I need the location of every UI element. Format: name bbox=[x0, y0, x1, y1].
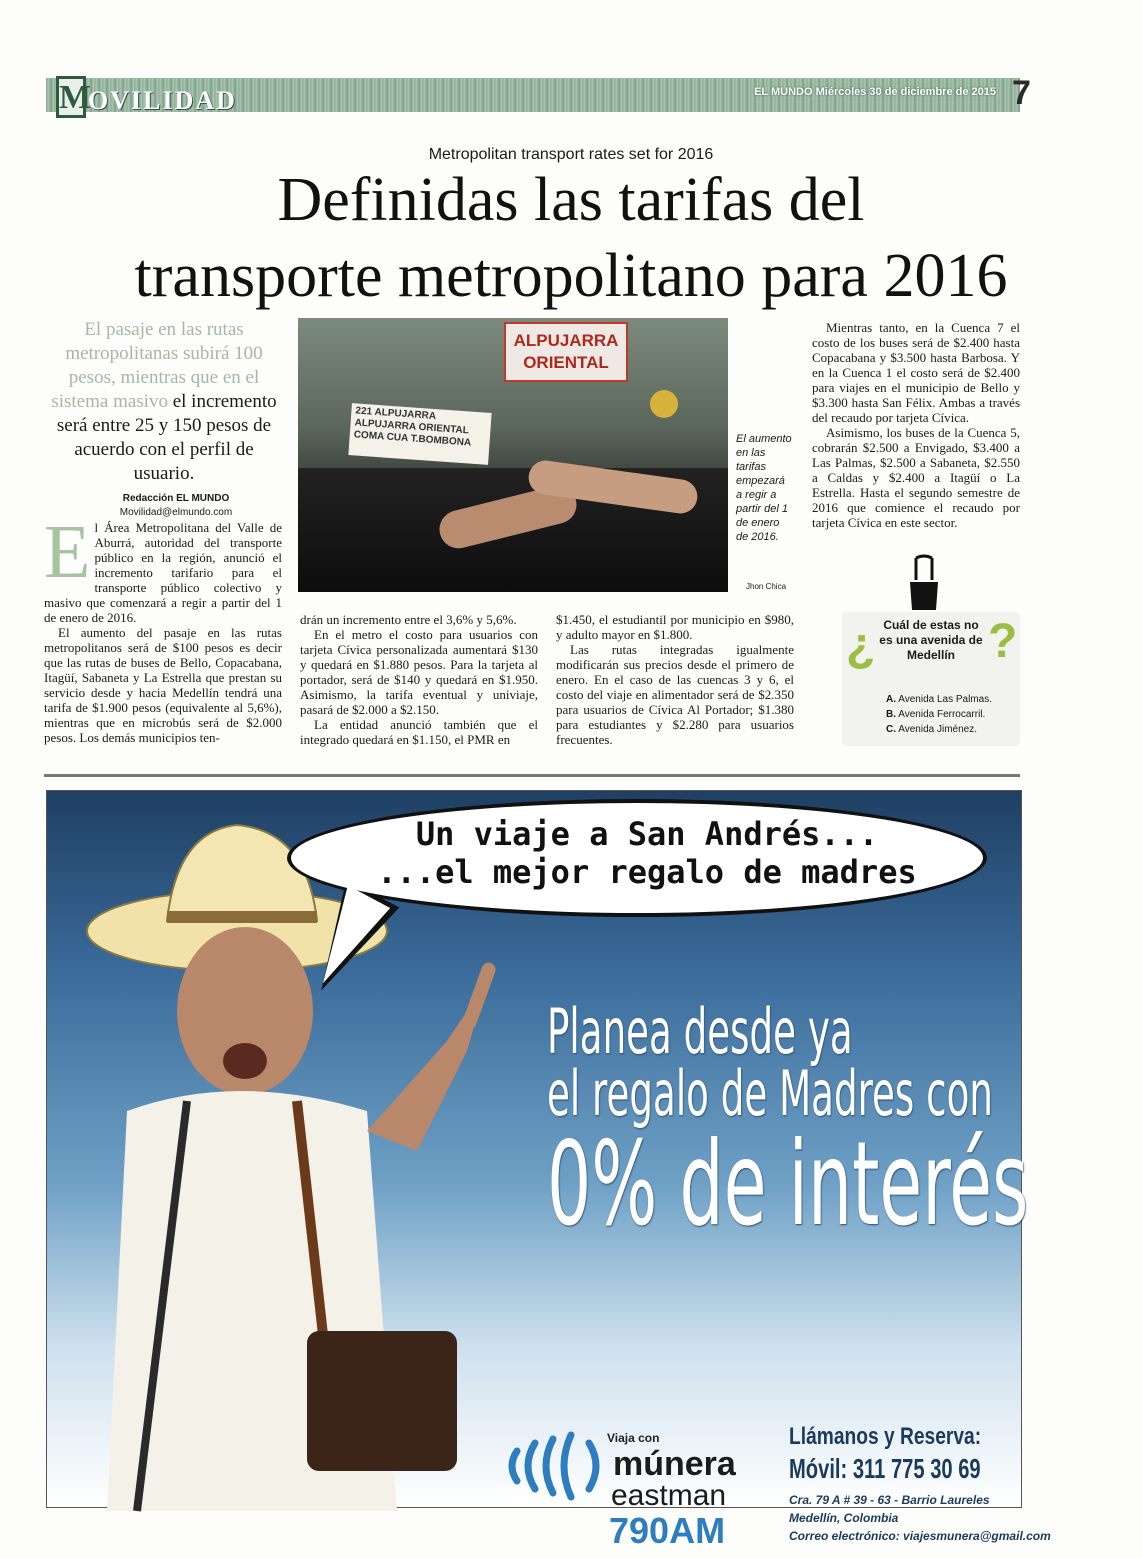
section-initial: M bbox=[56, 76, 86, 118]
lede-rest: el incremento será entre 25 y 150 pesos de acuerdo con el perfil de usuario. bbox=[56, 391, 277, 484]
quiz-open-mark: ¿ bbox=[846, 619, 876, 672]
drop-cap: E bbox=[44, 510, 91, 594]
bubble-line-1: Un viaje a San Andrés... bbox=[415, 815, 879, 853]
man-in-hat-illustration bbox=[67, 811, 487, 1511]
folio: EL MUNDO Miércoles 30 de diciembre de 2015 bbox=[754, 86, 996, 98]
speech-bubble-text bbox=[337, 815, 957, 891]
headline-line-2: transporte metropolitano para 2016 bbox=[134, 242, 1008, 310]
paragraph: La entidad anunció también que el integrado quedará en $1.150, el PMR en bbox=[300, 717, 538, 747]
tagline-line-3: 0% de interés bbox=[547, 1117, 1029, 1252]
paragraph: El Área Metropolitana del Valle de Aburrá, autoridad del transporte público en la región, anunció el incremento tarifario para el transporte público colectivo y masivo que comenzará a regir a partir del 1 de enero de 2016. bbox=[44, 510, 282, 625]
quiz-box bbox=[842, 612, 1020, 746]
brand-name-2: eastman bbox=[611, 1479, 727, 1512]
photo-sign: ALPUJARRA ORIENTAL bbox=[504, 322, 628, 382]
ad-tagline bbox=[547, 995, 1029, 1252]
phone-number[interactable]: Móvil: 311 775 30 69 bbox=[789, 1453, 981, 1484]
paragraph: drán un incremento entre el 3,6% y 5,6%. bbox=[300, 612, 517, 627]
byline-email[interactable]: Movilidad@elmundo.com bbox=[119, 507, 233, 518]
tagline-line-2: el regalo de Madres con bbox=[547, 1057, 993, 1130]
photo-sticker bbox=[650, 390, 678, 418]
page-number: 7 bbox=[1012, 74, 1031, 112]
quiz-options bbox=[886, 692, 992, 737]
photo-credit: Jhon Chica bbox=[746, 582, 787, 591]
tagline-line-1: Planea desde ya bbox=[547, 995, 853, 1068]
paragraph: Asimismo, los buses de la Cuenca 5, cobrarán $2.500 a Envigado, $3.400 a Las Palmas, $2.500 a Sabaneta, $2.550 a Caldas y $2.400 a Itagüí o La Estrella. Hasta el segundo semestre de 2016 que comience el recaudo por tarjeta Cívica en este sector. bbox=[812, 425, 1020, 530]
city: Medellín, Colombia bbox=[789, 1511, 899, 1525]
headline-line-1: Definidas las tarifas del bbox=[277, 166, 865, 234]
lede bbox=[44, 318, 284, 486]
quiz-option: B. Avenida Ferrocarril. bbox=[886, 709, 986, 720]
quiz-close-mark: ? bbox=[988, 615, 1018, 668]
column-4 bbox=[812, 320, 1020, 530]
binder-clip-icon bbox=[906, 556, 942, 612]
photo-caption: El aumento en las tarifas empezará a regir a partir del 1 de enero de 2016. bbox=[736, 433, 792, 543]
radio-waves-logo-icon bbox=[503, 1431, 613, 1501]
paragraph: $1.450, el estudiantil por municipio en $980, y adulto mayor en $1.800. bbox=[556, 612, 794, 642]
section-title bbox=[56, 74, 237, 118]
paragraph: Mientras tanto, en la Cuenca 7 el costo de los buses será de $2.400 hasta Copacabana y $3.500 hasta Barbosa. Y en la Cuenca 1 el costo será de $2.400 para viajes en el municipio de Bello y $3.300 hasta San Félix. Ambas a través del recaudo por tarjeta Cívica. bbox=[812, 320, 1020, 425]
address: Cra. 79 A # 39 - 63 - Barrio Laureles bbox=[789, 1493, 990, 1507]
news-photo bbox=[298, 318, 728, 592]
quiz-question: Cuál de estas no es una avenida de Medellín bbox=[879, 618, 983, 662]
bubble-line-2: ...el mejor regalo de madres bbox=[377, 853, 917, 891]
column-2 bbox=[300, 612, 538, 747]
lede-faint: El pasaje en las rutas metropolitanas subirá 100 pesos, mientras que en el sistema masivo bbox=[51, 319, 263, 412]
section-name: OVILIDAD bbox=[88, 86, 237, 115]
email[interactable]: Correo electrónico: viajesmunera@gmail.com bbox=[789, 1529, 1051, 1543]
headline bbox=[20, 162, 1122, 314]
photo-placard: 221 ALPUJARRA ALPUJARRA ORIENTAL COMA CUA T.BOMBONA bbox=[348, 403, 491, 465]
byline bbox=[96, 492, 256, 520]
kicker: Metropolitan transport rates set for 2016 bbox=[428, 146, 714, 163]
viaja-label: Viaja con bbox=[607, 1431, 660, 1445]
byline-name: Redacción EL MUNDO bbox=[122, 493, 230, 504]
advertisement bbox=[46, 790, 1051, 1551]
quiz-option: A. Avenida Las Palmas. bbox=[886, 694, 992, 705]
radio-frequency: 790AM bbox=[609, 1510, 726, 1551]
separator-rule bbox=[44, 774, 1020, 777]
brand-name: múnera bbox=[613, 1445, 736, 1483]
call-to-action: Llámanos y Reserva: bbox=[789, 1423, 982, 1450]
quiz-option: C. Avenida Jiménez. bbox=[886, 724, 977, 735]
column-3 bbox=[556, 612, 794, 747]
paragraph: Las rutas integradas igualmente modificarán sus precios desde el primero de enero. En el caso de las cuencas 3 y 6, el costo del viaje en alimentador será de $2.350 para usuarios de Cívica Al Portador; $1.380 para estudiantes y $2.280 para usuarios frecuentes. bbox=[556, 642, 794, 747]
paragraph: El aumento del pasaje en las rutas metropolitanos será de $100 pesos es decir que las rutas de buses de Bello, Copacabana, Itagüí, Sabaneta y La Estrella que prestan su servicio desde y hacia Medellín tendrá una tarifa de $1.900 pesos (equivalente al 5,6%), mientras que en microbús será de $2.000 pesos. Los demás municipios ten- bbox=[44, 625, 282, 745]
contact-block bbox=[789, 1423, 1055, 1545]
paragraph: En el metro el costo para usuarios con tarjeta Cívica personalizada aumentará $130 y quedará en $1.880 pesos. Para la tarjeta al portador, será de $140 y quedará en $1.950. Asimismo, la tarifa eventual y univiaje, pasará de $2.000 a $2.150. bbox=[300, 627, 538, 717]
